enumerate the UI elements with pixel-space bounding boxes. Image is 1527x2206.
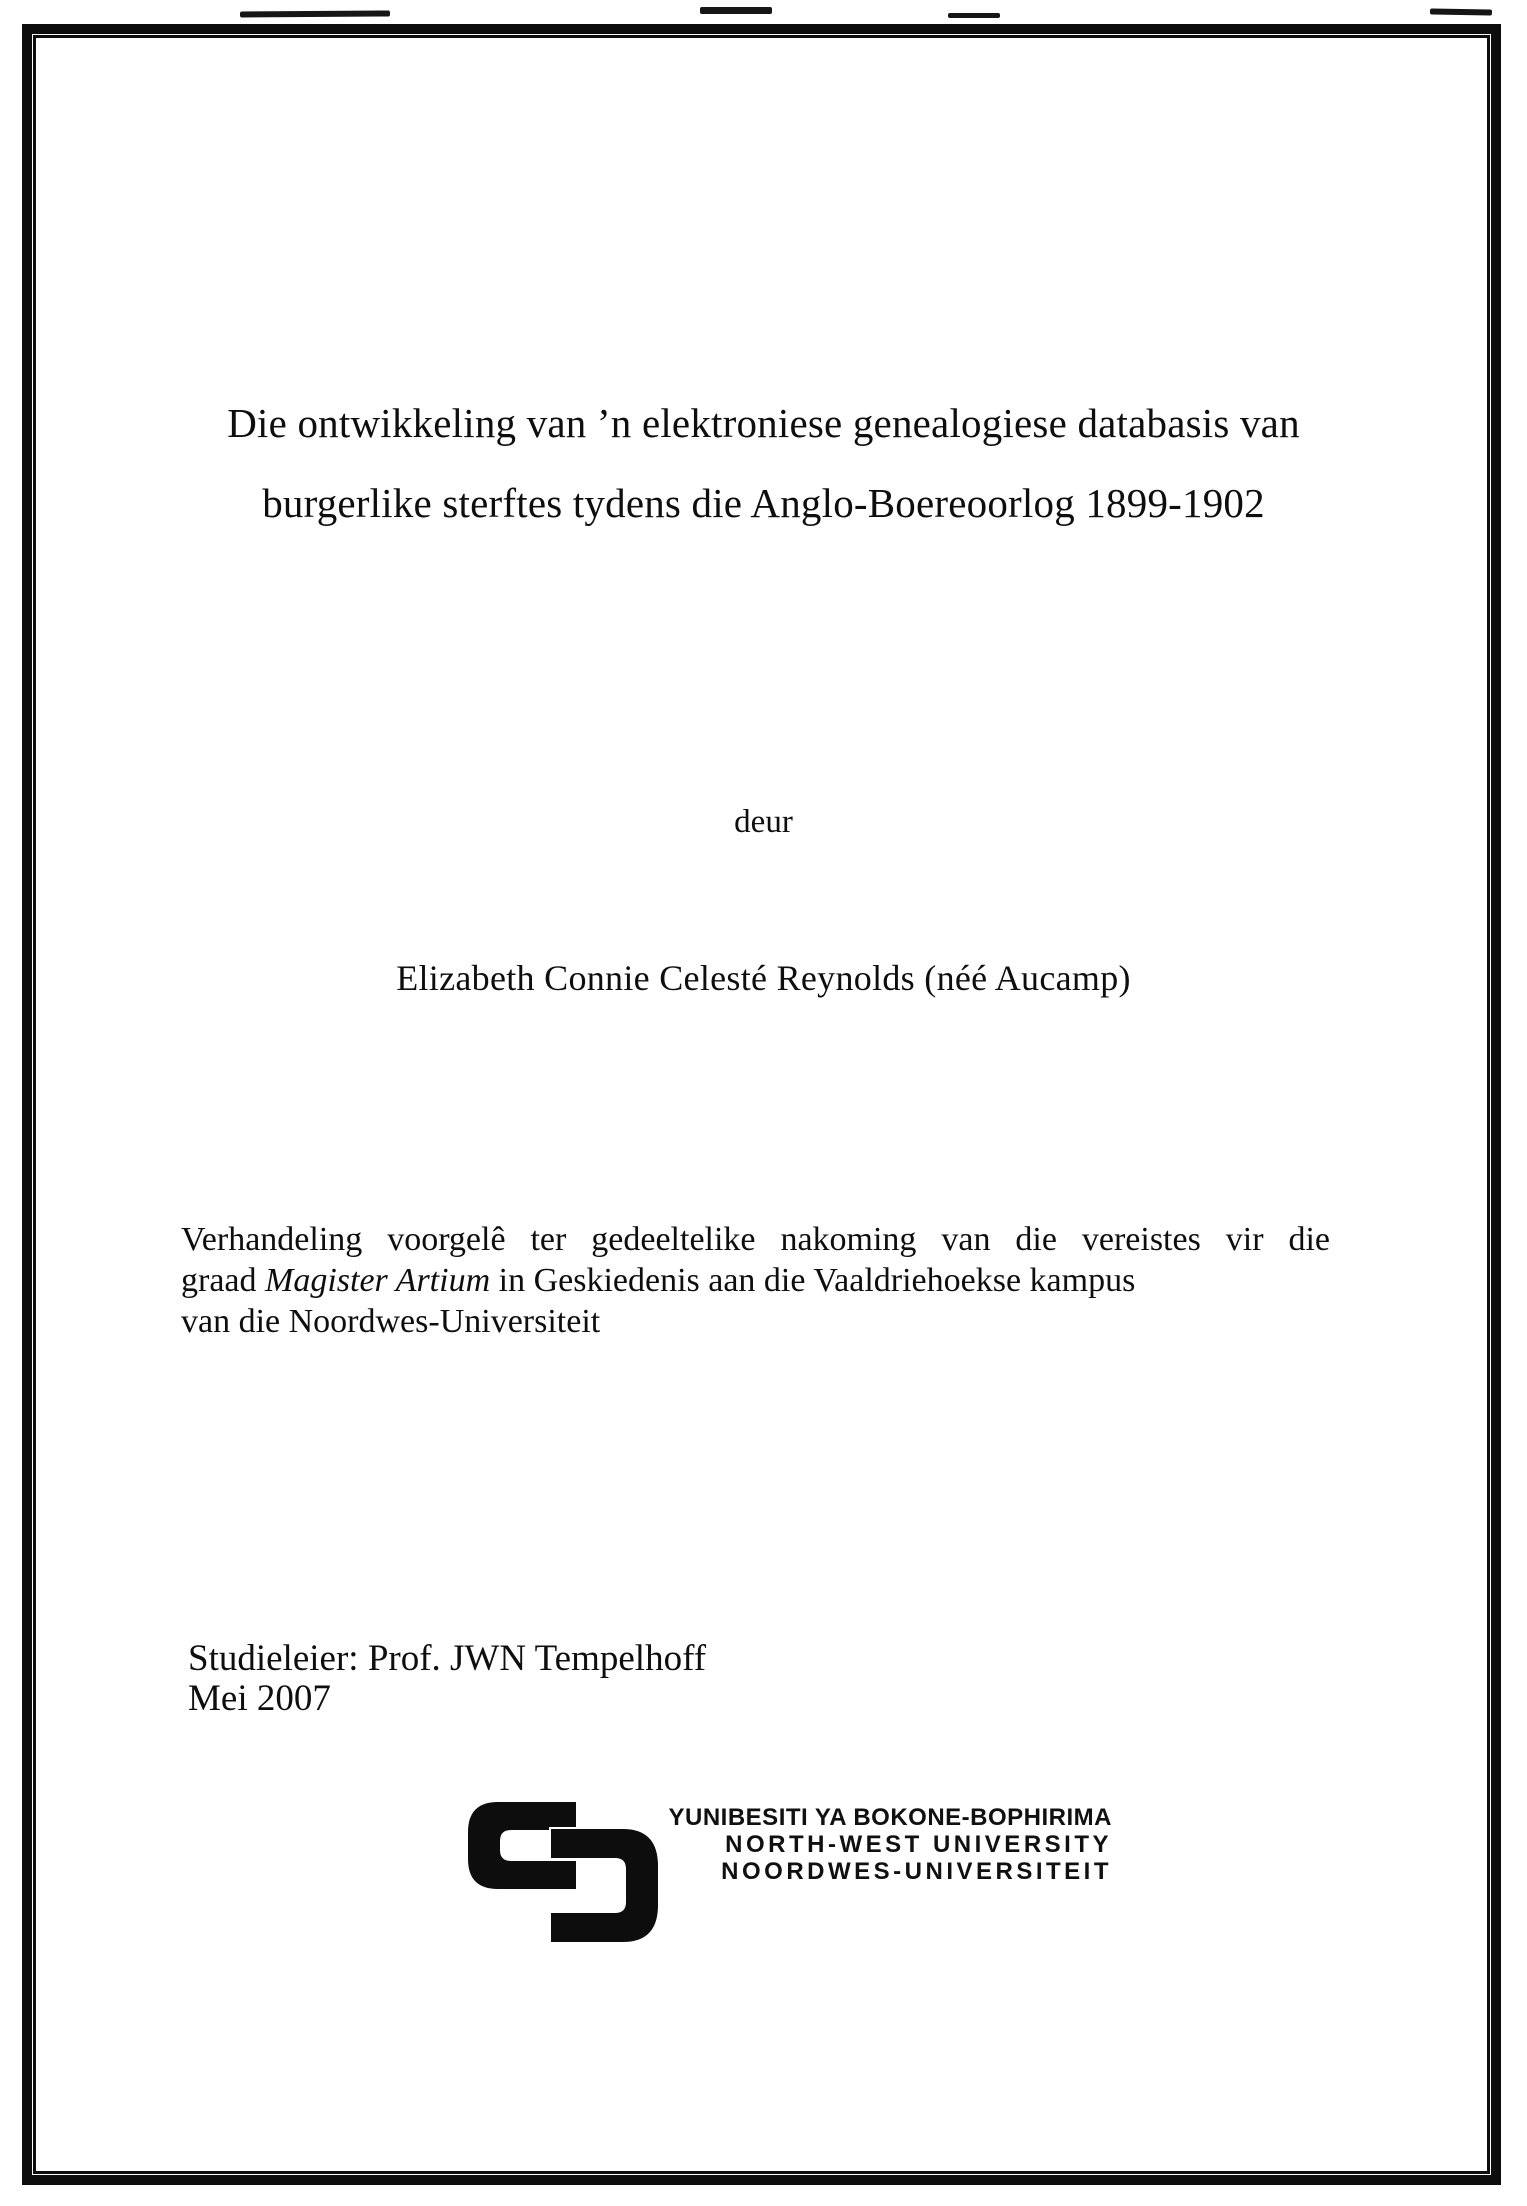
date-line: Mei 2007: [188, 1678, 331, 1719]
degree-statement-line-2-pre: graad: [181, 1262, 257, 1299]
scan-artifact: [700, 7, 772, 14]
degree-name-italic: Magister Artium: [265, 1262, 491, 1299]
degree-statement-line-1: Verhandeling voorgelê ter gedeeltelike nakoming van die vereistes vir die: [181, 1221, 1330, 1258]
author-name: Elizabeth Connie Celesté Reynolds (néé Aucamp): [396, 958, 1131, 998]
supervisor-block: [188, 1639, 706, 1719]
supervisor-line: Studieleier: Prof. JWN Tempelhoff: [188, 1638, 707, 1679]
page-border-outer: [22, 24, 1501, 2185]
logo-text-setswana: YUNIBESITI YA BOKONE-BOPHIRIMA: [668, 1804, 1112, 1831]
degree-statement-line-2: [181, 1260, 1330, 1301]
logo-text-afrikaans: NOORDWES-UNIVERSITEIT: [721, 1858, 1112, 1885]
thesis-title-line-2: burgerlike sterftes tydens die Anglo-Boereoorlog 1899-1902: [262, 480, 1265, 526]
byline-deur: deur: [734, 804, 793, 840]
degree-statement-line-2-post: in Geskiedenis aan die Vaaldriehoekse kampus: [498, 1262, 1136, 1299]
thesis-title: [60, 383, 1467, 543]
scan-artifact: [948, 13, 1000, 18]
degree-statement: [181, 1219, 1330, 1342]
logo-text-english: NORTH-WEST UNIVERSITY: [725, 1831, 1112, 1858]
page-border-inner: [33, 35, 1490, 2174]
scan-artifact: [1430, 8, 1492, 15]
scan-artifact: [240, 10, 390, 17]
degree-statement-line-3: van die Noordwes-Universiteit: [181, 1303, 601, 1340]
thesis-title-line-1: Die ontwikkeling van ’n elektroniese genealogiese databasis van: [227, 400, 1300, 446]
